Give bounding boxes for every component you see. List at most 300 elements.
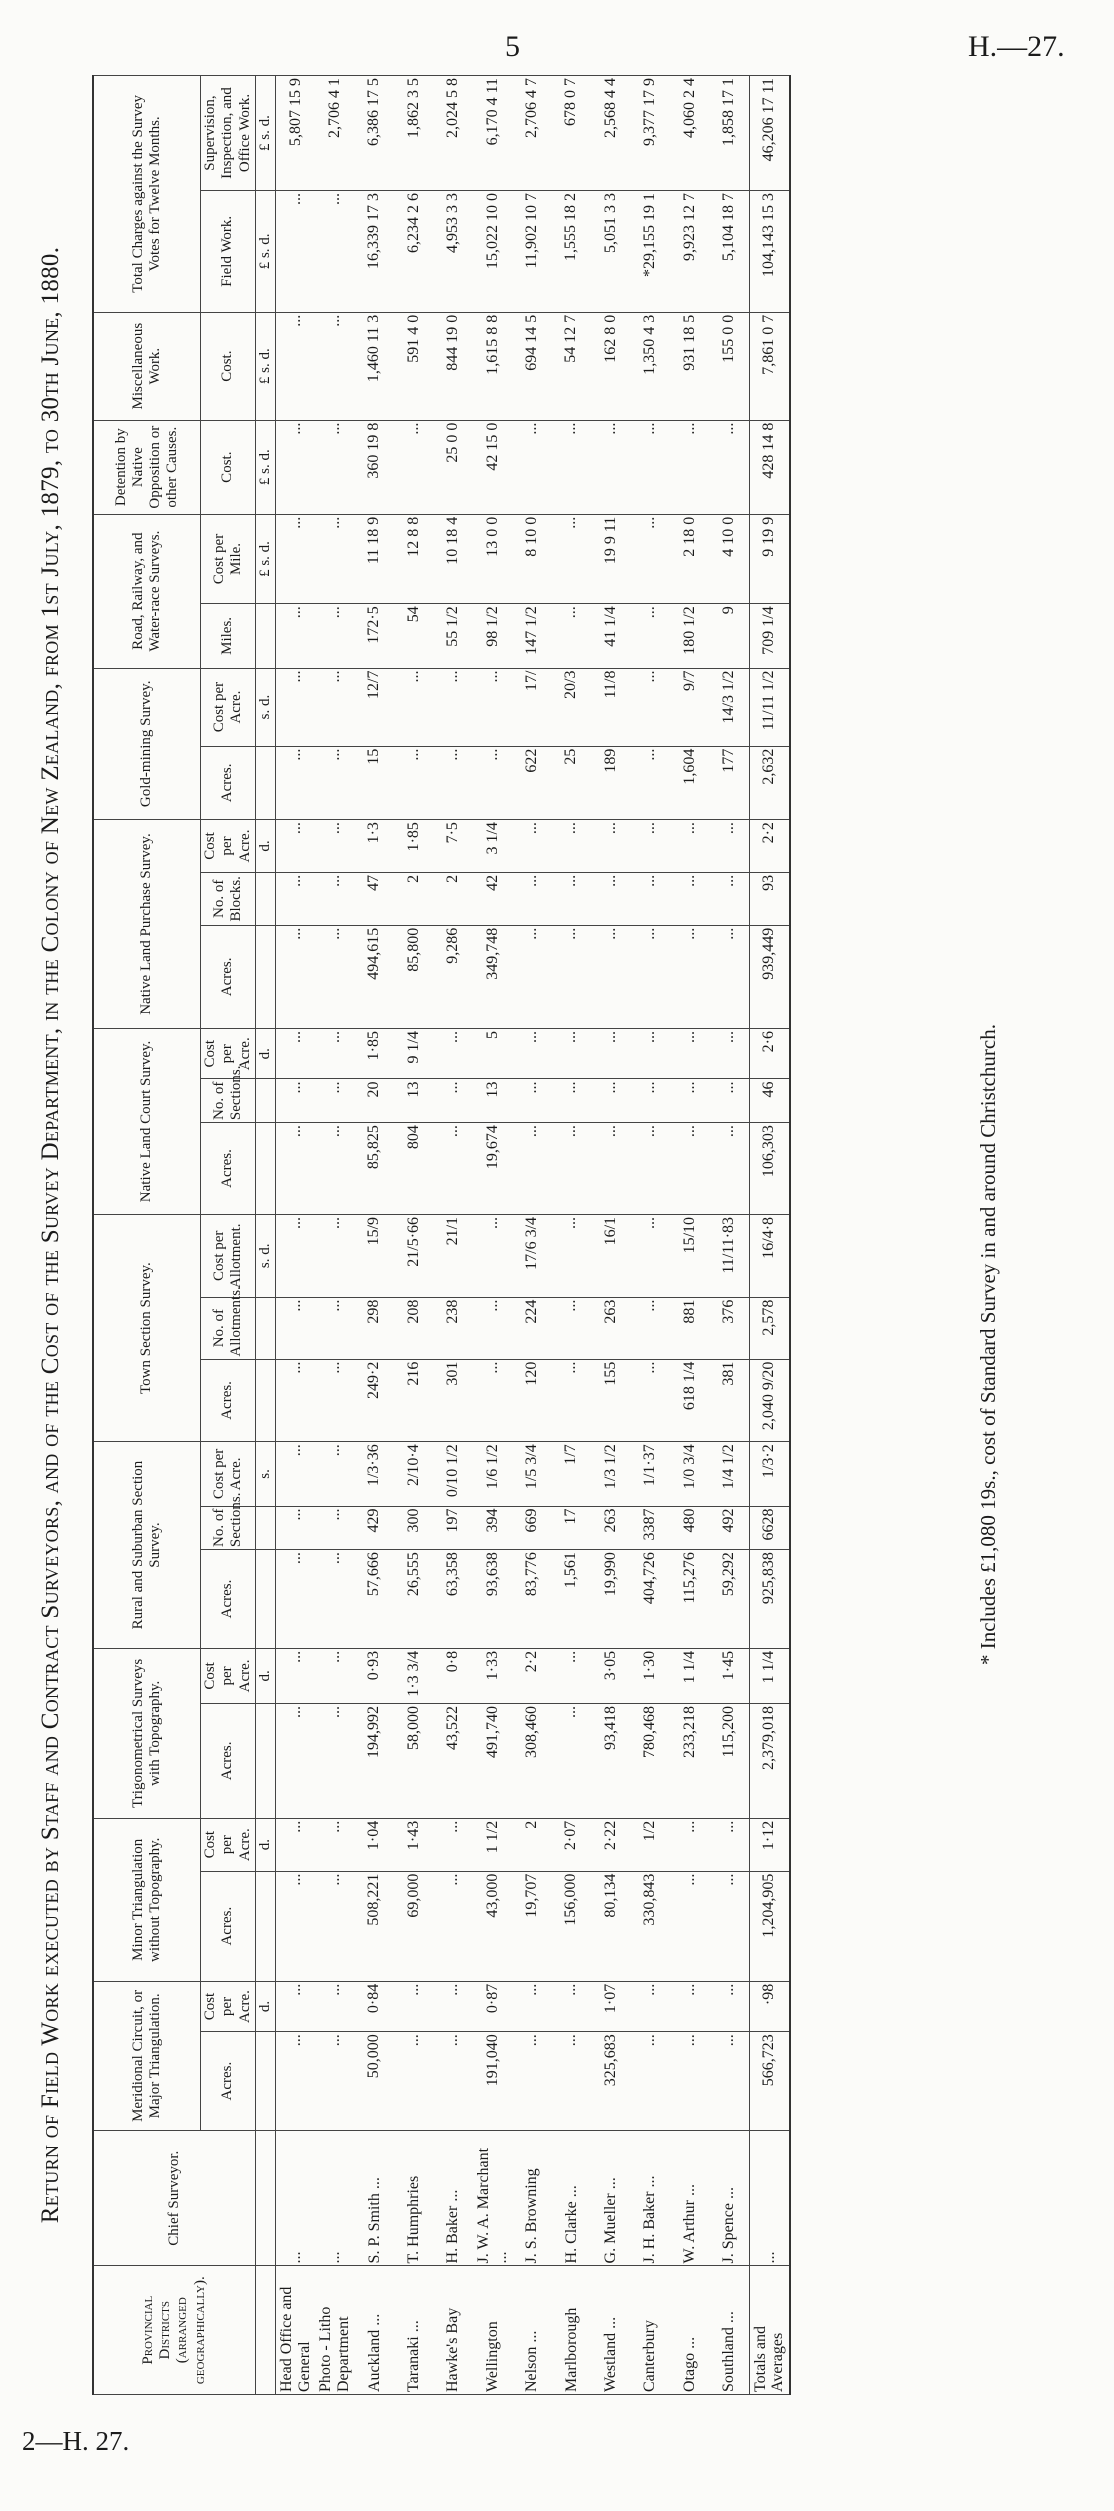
cell-nlp-n: ... [315,872,354,925]
cell-nlp-n: ... [276,872,316,925]
cell-nlp-n: ... [512,872,551,925]
sub-acres: Acres. [201,2032,256,2131]
cell-min-a: 43,000 [473,1871,512,1981]
cell-min-a: 19,707 [512,1871,551,1981]
cell-field: 16,339 17 3 [355,191,394,313]
cell-town-a: 120 [512,1359,551,1442]
cell-town-a: 618 1/4 [670,1359,709,1442]
cell-nlp-a: 494,615 [355,925,394,1028]
cell-nlc-n: ... [434,1079,473,1123]
cell-misc: 162 8 0 [591,312,630,420]
col-road-railway: Road, Railway, and Water-race Surveys. [93,514,201,668]
cell-rur-a: ... [276,1550,316,1649]
cell-min-c: ... [276,1818,316,1871]
cell-min-c: ... [709,1818,749,1871]
cell-mer-c: ... [670,1981,709,2032]
cell-det: ... [552,420,591,514]
sub-acres: Acres. [201,1359,256,1442]
cell-rur-a: 404,726 [631,1550,670,1649]
cell-road-m: 172·5 [355,604,394,668]
table-body [276,76,791,2395]
unit-d: d. [255,1648,275,1703]
cell-nlc-a: 85,825 [355,1123,394,1215]
cell-nlp-a: 9,286 [434,925,473,1028]
cell-rur-a: 57,666 [355,1550,394,1649]
cell-rur-c: 1/4 1/2 [709,1442,749,1506]
sub-cost-per-acre: Cost per Acre. [201,1818,256,1871]
cell-misc: 1,615 8 8 [473,312,512,420]
cell-min-c: 2 [512,1818,551,1871]
cell-nlc-a: 804 [394,1123,433,1215]
cell-rur-c: 2/10·4 [394,1442,433,1506]
cell-mer-c: ... [709,1981,749,2032]
cell-mer-c: ... [315,1981,354,2032]
unit-sd: s. d. [255,668,275,746]
cell-field: 6,234 2 6 [394,191,433,313]
table-row [670,76,709,2395]
unit-sd: s. d. [255,1214,275,1297]
cell-min-a: 156,000 [552,1871,591,1981]
cell-sup: 1,858 17 1 [709,76,749,191]
cell-town-c: ... [631,1214,670,1297]
cell-field: *29,155 19 1 [631,191,670,313]
cell-min-a: 80,134 [591,1871,630,1981]
cell-field: 11,902 10 7 [512,191,551,313]
cell-town-a: 381 [709,1359,749,1442]
unit-lsd: £ s. d. [255,76,275,191]
cell-road-m: 41 1/4 [591,604,630,668]
cell-min-c: ... [315,1818,354,1871]
cell-town-n: ... [631,1297,670,1359]
cell-min-a: ... [315,1871,354,1981]
cell-rur-n: 394 [473,1506,512,1550]
cell-nlp-c: ... [512,820,551,873]
cell-rur-c: 1/3 1/2 [591,1442,630,1506]
rotated-return-table [30,75,960,2395]
cell-town-c: 21/5·66 [394,1214,433,1297]
cell-gold-c: ... [631,668,670,746]
cell-town-a: 249·2 [355,1359,394,1442]
cell-gold-c: 14/3 1/2 [709,668,749,746]
cell-trig-c: 1 1/4 [749,1648,790,1703]
unit-d: d. [255,1029,275,1080]
cell-gold-c: ... [394,668,433,746]
cell-nlp-a: 85,800 [394,925,433,1028]
col-meridional: Meridional Circuit, or Major Triangulation. [93,1981,201,2130]
cell-road-m: 98 1/2 [473,604,512,668]
footnote: * Includes £1,080 19s., cost of Standard Survey in and around Christchurch. [976,1024,1000,1665]
cell-rur-n: ... [276,1506,316,1550]
cell-nlc-c: ... [552,1029,591,1080]
cell-misc: 844 19 0 [434,312,473,420]
cell-surveyor: W. Arthur ... [670,2130,709,2265]
col-native-land-purchase: Native Land Purchase Survey. [93,820,201,1029]
cell-mer-a: ... [394,2032,433,2131]
cell-mer-a: 325,683 [591,2032,630,2131]
cell-mer-c: ... [631,1981,670,2032]
cell-field: 1,555 18 2 [552,191,591,313]
cell-nlp-n: 2 [394,872,433,925]
cell-misc: 591 4 0 [394,312,433,420]
cell-rur-a: 63,358 [434,1550,473,1649]
unit-cell [255,872,275,925]
cell-district: Canterbury [631,2266,670,2395]
cell-rur-n: 197 [434,1506,473,1550]
cell-mer-c: ... [552,1981,591,2032]
cell-nlc-c: ... [631,1029,670,1080]
cell-gold-c: ... [315,668,354,746]
cell-rur-c: ... [315,1442,354,1506]
cell-town-n: 2,578 [749,1297,790,1359]
cell-surveyor: H. Clarke ... [552,2130,591,2265]
cell-trig-a: 491,740 [473,1703,512,1818]
cell-min-c: ... [670,1818,709,1871]
cell-town-c: ... [552,1214,591,1297]
cell-misc: ... [315,312,354,420]
cell-road-m: 54 [394,604,433,668]
sub-acres: Acres. [201,1871,256,1981]
unit-d: d. [255,820,275,873]
unit-d: d. [255,1818,275,1871]
cell-town-a: 2,040 9/20 [749,1359,790,1442]
cell-trig-a: 115,200 [709,1703,749,1818]
cell-trig-a: ... [315,1703,354,1818]
cell-road-c: 10 18 4 [434,514,473,604]
cell-rur-c: 1/6 1/2 [473,1442,512,1506]
cell-town-a: ... [631,1359,670,1442]
cell-misc: 1,350 4 3 [631,312,670,420]
cell-nlc-n: ... [315,1079,354,1123]
cell-nlc-n: ... [631,1079,670,1123]
cell-rur-a: ... [315,1550,354,1649]
sub-acres: Acres. [201,1550,256,1649]
cell-rur-a: 1,561 [552,1550,591,1649]
cell-nlp-n: 47 [355,872,394,925]
cell-mer-a: ... [512,2032,551,2131]
unit-cell [255,1550,275,1649]
cell-town-c: 16/1 [591,1214,630,1297]
cell-nlp-a: 939,449 [749,925,790,1028]
cell-min-a: 69,000 [394,1871,433,1981]
cell-rur-a: 26,555 [394,1550,433,1649]
sub-cost-per-acre: Cost per Acre. [201,1029,256,1080]
sub-no-sections: No. of Sections. [201,1079,256,1123]
cell-nlc-c: ... [591,1029,630,1080]
cell-surveyor: G. Mueller ... [591,2130,630,2265]
sub-cost-per-acre: Cost per Acre. [201,1442,256,1506]
cell-gold-a: 189 [591,746,630,819]
cell-district: Wellington [473,2266,512,2395]
cell-town-c: ... [276,1214,316,1297]
col-trigonometrical: Trigonometrical Surveys with Topography. [93,1648,201,1818]
cell-nlp-c: 2·2 [749,820,790,873]
cell-sup: 1,862 3 5 [394,76,433,191]
cell-nlp-a: ... [276,925,316,1028]
cell-nlc-n: ... [670,1079,709,1123]
cell-town-n: ... [276,1297,316,1359]
cell-sup: 678 0 7 [552,76,591,191]
cell-nlp-c: 3 1/4 [473,820,512,873]
cell-rur-c: 1/7 [552,1442,591,1506]
cell-nlp-a: ... [552,925,591,1028]
sub-no-blocks: No. of Blocks. [201,872,256,925]
cell-nlc-c: ... [434,1029,473,1080]
cell-det: 42 15 0 [473,420,512,514]
unit-d: d. [255,1981,275,2032]
table-row [552,76,591,2395]
cell-road-c: ... [631,514,670,604]
cell-trig-a: 93,418 [591,1703,630,1818]
cell-mer-c: ... [394,1981,433,2032]
cell-gold-c: ... [276,668,316,746]
cell-gold-c: 9/7 [670,668,709,746]
cell-nlc-a: 106,303 [749,1123,790,1215]
sub-cost: Cost. [201,420,256,514]
unit-lsd: £ s. d. [255,514,275,604]
cell-road-m: ... [552,604,591,668]
cell-town-c: 16/4·8 [749,1214,790,1297]
cell-misc: 1,460 11 3 [355,312,394,420]
unit-cell [255,1359,275,1442]
cell-rur-c: 1/3·2 [749,1442,790,1506]
cell-rur-n: 492 [709,1506,749,1550]
cell-nlc-c: 5 [473,1029,512,1080]
cell-trig-a: 194,992 [355,1703,394,1818]
cell-sup: 6,170 4 11 [473,76,512,191]
table-row [434,76,473,2395]
unit-cell [255,746,275,819]
cell-det: ... [315,420,354,514]
sub-cost-per-acre: Cost per Acre. [201,820,256,873]
cell-rur-n: 3387 [631,1506,670,1550]
cell-rur-c: ... [276,1442,316,1506]
cell-nlc-c: 9 1/4 [394,1029,433,1080]
cell-field: 9,923 12 7 [670,191,709,313]
sub-no-allotments: No. of Allotments. [201,1297,256,1359]
cell-nlc-c: 2·6 [749,1029,790,1080]
sub-field-work: Field Work. [201,191,256,313]
cell-min-a: 330,843 [631,1871,670,1981]
cell-det: 428 14 8 [749,420,790,514]
cell-gold-a: 2,632 [749,746,790,819]
cell-rur-a: 19,990 [591,1550,630,1649]
cell-town-a: ... [276,1359,316,1442]
cell-rur-c: 1/3·36 [355,1442,394,1506]
cell-town-n: 224 [512,1297,551,1359]
cell-town-a: ... [552,1359,591,1442]
cell-district: Otago ... [670,2266,709,2395]
cell-sup: 4,060 2 4 [670,76,709,191]
cell-min-a: ... [434,1871,473,1981]
cell-nlc-n: ... [591,1079,630,1123]
cell-gold-c: 17/ [512,668,551,746]
cell-mer-a: ... [670,2032,709,2131]
table-row [631,76,670,2395]
cell-district: Head Office and General [276,2266,316,2395]
cell-nlp-c: ... [315,820,354,873]
cell-surveyor: J. W. A. Marchant ... [473,2130,512,2265]
cell-trig-c: 1·33 [473,1648,512,1703]
sub-cost-per-acre: Cost per Acre. [201,668,256,746]
cell-mer-a: 50,000 [355,2032,394,2131]
cell-nlc-a: ... [631,1123,670,1215]
cell-nlc-c: ... [276,1029,316,1080]
cell-nlc-c: ... [315,1029,354,1080]
table-row [591,76,630,2395]
col-chief-surveyor: Chief Surveyor. [93,2130,255,2265]
cell-nlp-a: ... [315,925,354,1028]
unit-cell [255,1123,275,1215]
cell-nlp-c: 1·3 [355,820,394,873]
cell-town-a: 155 [591,1359,630,1442]
cell-road-m: 709 1/4 [749,604,790,668]
cell-mer-a: ... [315,2032,354,2131]
cell-sup: 2,706 4 1 [315,76,354,191]
cell-road-c: 19 9 11 [591,514,630,604]
cell-surveyor: J. Spence ... [709,2130,749,2265]
cell-trig-a: 308,460 [512,1703,551,1818]
cell-gold-c: 11/11 1/2 [749,668,790,746]
cell-nlc-a: ... [512,1123,551,1215]
cell-sup: 46,206 17 11 [749,76,790,191]
cell-rur-a: 83,776 [512,1550,551,1649]
cell-field: 4,953 3 3 [434,191,473,313]
cell-nlc-a: ... [670,1123,709,1215]
cell-nlc-n: 13 [473,1079,512,1123]
cell-min-a: ... [709,1871,749,1981]
document-reference: H.—27. [968,30,1065,63]
cell-town-a: ... [315,1359,354,1442]
sub-cost: Cost. [201,312,256,420]
sub-acres: Acres. [201,746,256,819]
cell-town-c: 21/1 [434,1214,473,1297]
cell-town-n: 376 [709,1297,749,1359]
cell-road-c: ... [315,514,354,604]
table-row [276,76,316,2395]
table-title: Return of Field Work executed by Staff and Contract Surveyors, and of the Cost of the Survey Department, in the Colony of New Zealand, from 1st July, 1879, to 30th June, 1880. [37,246,64,2224]
sub-cost-per-mile: Cost per Mile. [201,514,256,604]
cell-nlc-c: ... [670,1029,709,1080]
cell-rur-a: 115,276 [670,1550,709,1649]
cell-trig-a: 58,000 [394,1703,433,1818]
cell-road-c: 2 18 0 [670,514,709,604]
table-row [315,76,354,2395]
cell-min-c: 2·07 [552,1818,591,1871]
cell-town-n: ... [552,1297,591,1359]
cell-nlp-n: ... [631,872,670,925]
cell-nlp-c: ... [670,820,709,873]
cell-field: ... [315,191,354,313]
cell-rur-c: 1/1·37 [631,1442,670,1506]
sub-acres: Acres. [201,925,256,1028]
cell-nlc-a: 19,674 [473,1123,512,1215]
cell-district: Photo - Litho Department [315,2266,354,2395]
col-minor-triangulation: Minor Triangulation without Topography. [93,1818,201,1981]
cell-gold-a: ... [434,746,473,819]
cell-min-c: 2·22 [591,1818,630,1871]
cell-trig-a: 780,468 [631,1703,670,1818]
cell-nlp-c: 7·5 [434,820,473,873]
cell-nlc-a: ... [552,1123,591,1215]
cell-rur-n: 429 [355,1506,394,1550]
cell-surveyor: ... [749,2130,790,2265]
cell-rur-c: 1/5 3/4 [512,1442,551,1506]
cell-trig-c: 2·2 [512,1648,551,1703]
cell-det: ... [709,420,749,514]
cell-town-c: 15/10 [670,1214,709,1297]
cell-sup: 2,024 5 8 [434,76,473,191]
cell-det: ... [394,420,433,514]
unit-lsd: £ s. d. [255,312,275,420]
cell-mer-a: ... [709,2032,749,2131]
cell-nlc-c: ... [709,1029,749,1080]
unit-cell [255,925,275,1028]
cell-nlp-n: 93 [749,872,790,925]
cell-min-c: 1·04 [355,1818,394,1871]
cell-nlc-a: ... [434,1123,473,1215]
cell-road-c: 11 18 9 [355,514,394,604]
table-row [394,76,433,2395]
cell-surveyor: S. P. Smith ... [355,2130,394,2265]
table-row [355,76,394,2395]
cell-nlp-n: 42 [473,872,512,925]
cell-town-a: 301 [434,1359,473,1442]
cell-district: Nelson ... [512,2266,551,2395]
cell-road-m: 9 [709,604,749,668]
sub-acres: Acres. [201,1123,256,1215]
cell-trig-a: 43,522 [434,1703,473,1818]
cell-mer-a: ... [276,2032,316,2131]
cell-det: ... [670,420,709,514]
cell-nlp-a: ... [709,925,749,1028]
cell-town-n: 238 [434,1297,473,1359]
cell-nlp-c: ... [552,820,591,873]
sub-cost-per-acre: Cost per Acre. [201,1981,256,2032]
cell-det: 360 19 8 [355,420,394,514]
cell-trig-c: ... [552,1648,591,1703]
cell-det: 25 0 0 [434,420,473,514]
cell-field: 5,051 3 3 [591,191,630,313]
cell-town-a: ... [473,1359,512,1442]
cell-mer-a: ... [434,2032,473,2131]
cell-gold-a: 1,604 [670,746,709,819]
cell-gold-a: 15 [355,746,394,819]
cell-town-c: ... [473,1214,512,1297]
cell-gold-c: 12/7 [355,668,394,746]
col-town-section: Town Section Survey. [93,1214,201,1441]
col-total-charges: Total Charges against the Survey Votes for Twelve Months. [93,76,201,313]
cell-det: ... [276,420,316,514]
cell-gold-a: ... [394,746,433,819]
cell-gold-a: ... [631,746,670,819]
cell-nlc-n: ... [552,1079,591,1123]
cell-mer-c: ·98 [749,1981,790,2032]
cell-mer-c: 1·07 [591,1981,630,2032]
cell-mer-c: 0·84 [355,1981,394,2032]
table-row [709,76,749,2395]
cell-nlp-c: ... [591,820,630,873]
field-work-return-table [92,75,791,2395]
cell-gold-a: 177 [709,746,749,819]
unit-cell [255,2032,275,2131]
cell-min-a: 1,204,905 [749,1871,790,1981]
cell-trig-c: 0·93 [355,1648,394,1703]
cell-field: ... [276,191,316,313]
page-number: 5 [505,30,520,63]
cell-trig-a: 2,379,018 [749,1703,790,1818]
cell-road-c: 4 10 0 [709,514,749,604]
cell-sup: 9,377 17 9 [631,76,670,191]
